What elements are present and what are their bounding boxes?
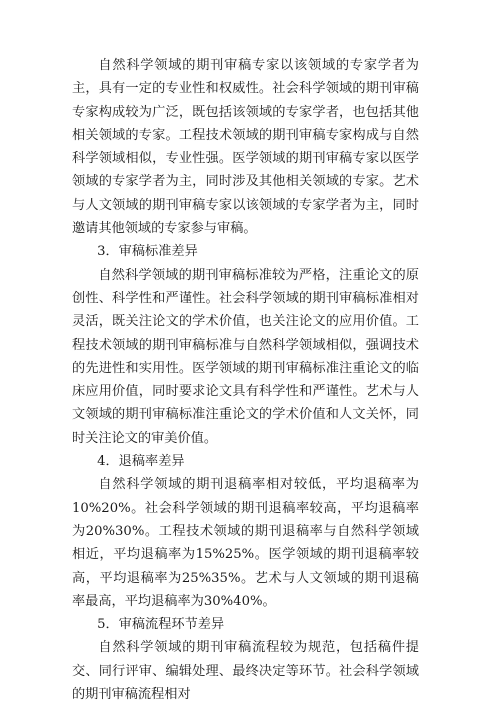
section-heading-review-process: 5．审稿流程环节差异 [97,617,225,633]
section-heading-review-standards: 3．审稿标准差异 [97,244,198,260]
section-heading-rejection-rate: 4．退稿率差异 [97,454,185,470]
document-body [72,54,419,706]
paragraph-review-standards: 自然科学领域的期刊审稿标准较为严格，注重论文的原创性、科学性和严谨性。社会科学领域的期刊审稿标准相对灵活，既关注论文的学术价值，也关注论文的应用价值。工程技术领域的期刊审稿标准与自然科学领域相似，强调技术的先进性和实用性。医学领域的期刊审稿标准注重论文的临床应用价值，同时要求论文具有科学性和严谨性。艺术与人文领域的期刊审稿标准注重论文的学术价值和人文关怀，同时关注论文的审美价值。 [72,267,419,446]
paragraph-rejection-rate: 自然科学领域的期刊退稿率相对较低，平均退稿率为10%20%。社会科学领域的期刊退稿率较高，平均退稿率为20%30%。工程技术领域的期刊退稿率与自然科学领域相近，平均退稿率为15%25%。医学领域的期刊退稿率较高，平均退稿率为25%35%。艺术与人文领域的期刊退稿率最高，平均退稿率为30%40%。 [72,477,419,609]
paragraph-reviewer-composition: 自然科学领域的期刊审稿专家以该领域的专家学者为主，具有一定的专业性和权威性。社会科学领域的期刊审稿专家构成较为广泛，既包括该领域的专家学者，也包括其他相关领域的专家。工程技术领域的期刊审稿专家构成与自然科学领域相似，专业性强。医学领域的期刊审稿专家以医学领域的专家学者为主，同时涉及其他相关领域的专家。艺术与人文领域的期刊审稿专家以该领域的专家学者为主，同时邀请其他领域的专家参与审稿。 [72,58,419,237]
paragraph-review-process: 自然科学领域的期刊审稿流程较为规范，包括稿件提交、同行评审、编辑处理、最终决定等环节。社会科学领域的期刊审稿流程相对 [72,640,419,703]
